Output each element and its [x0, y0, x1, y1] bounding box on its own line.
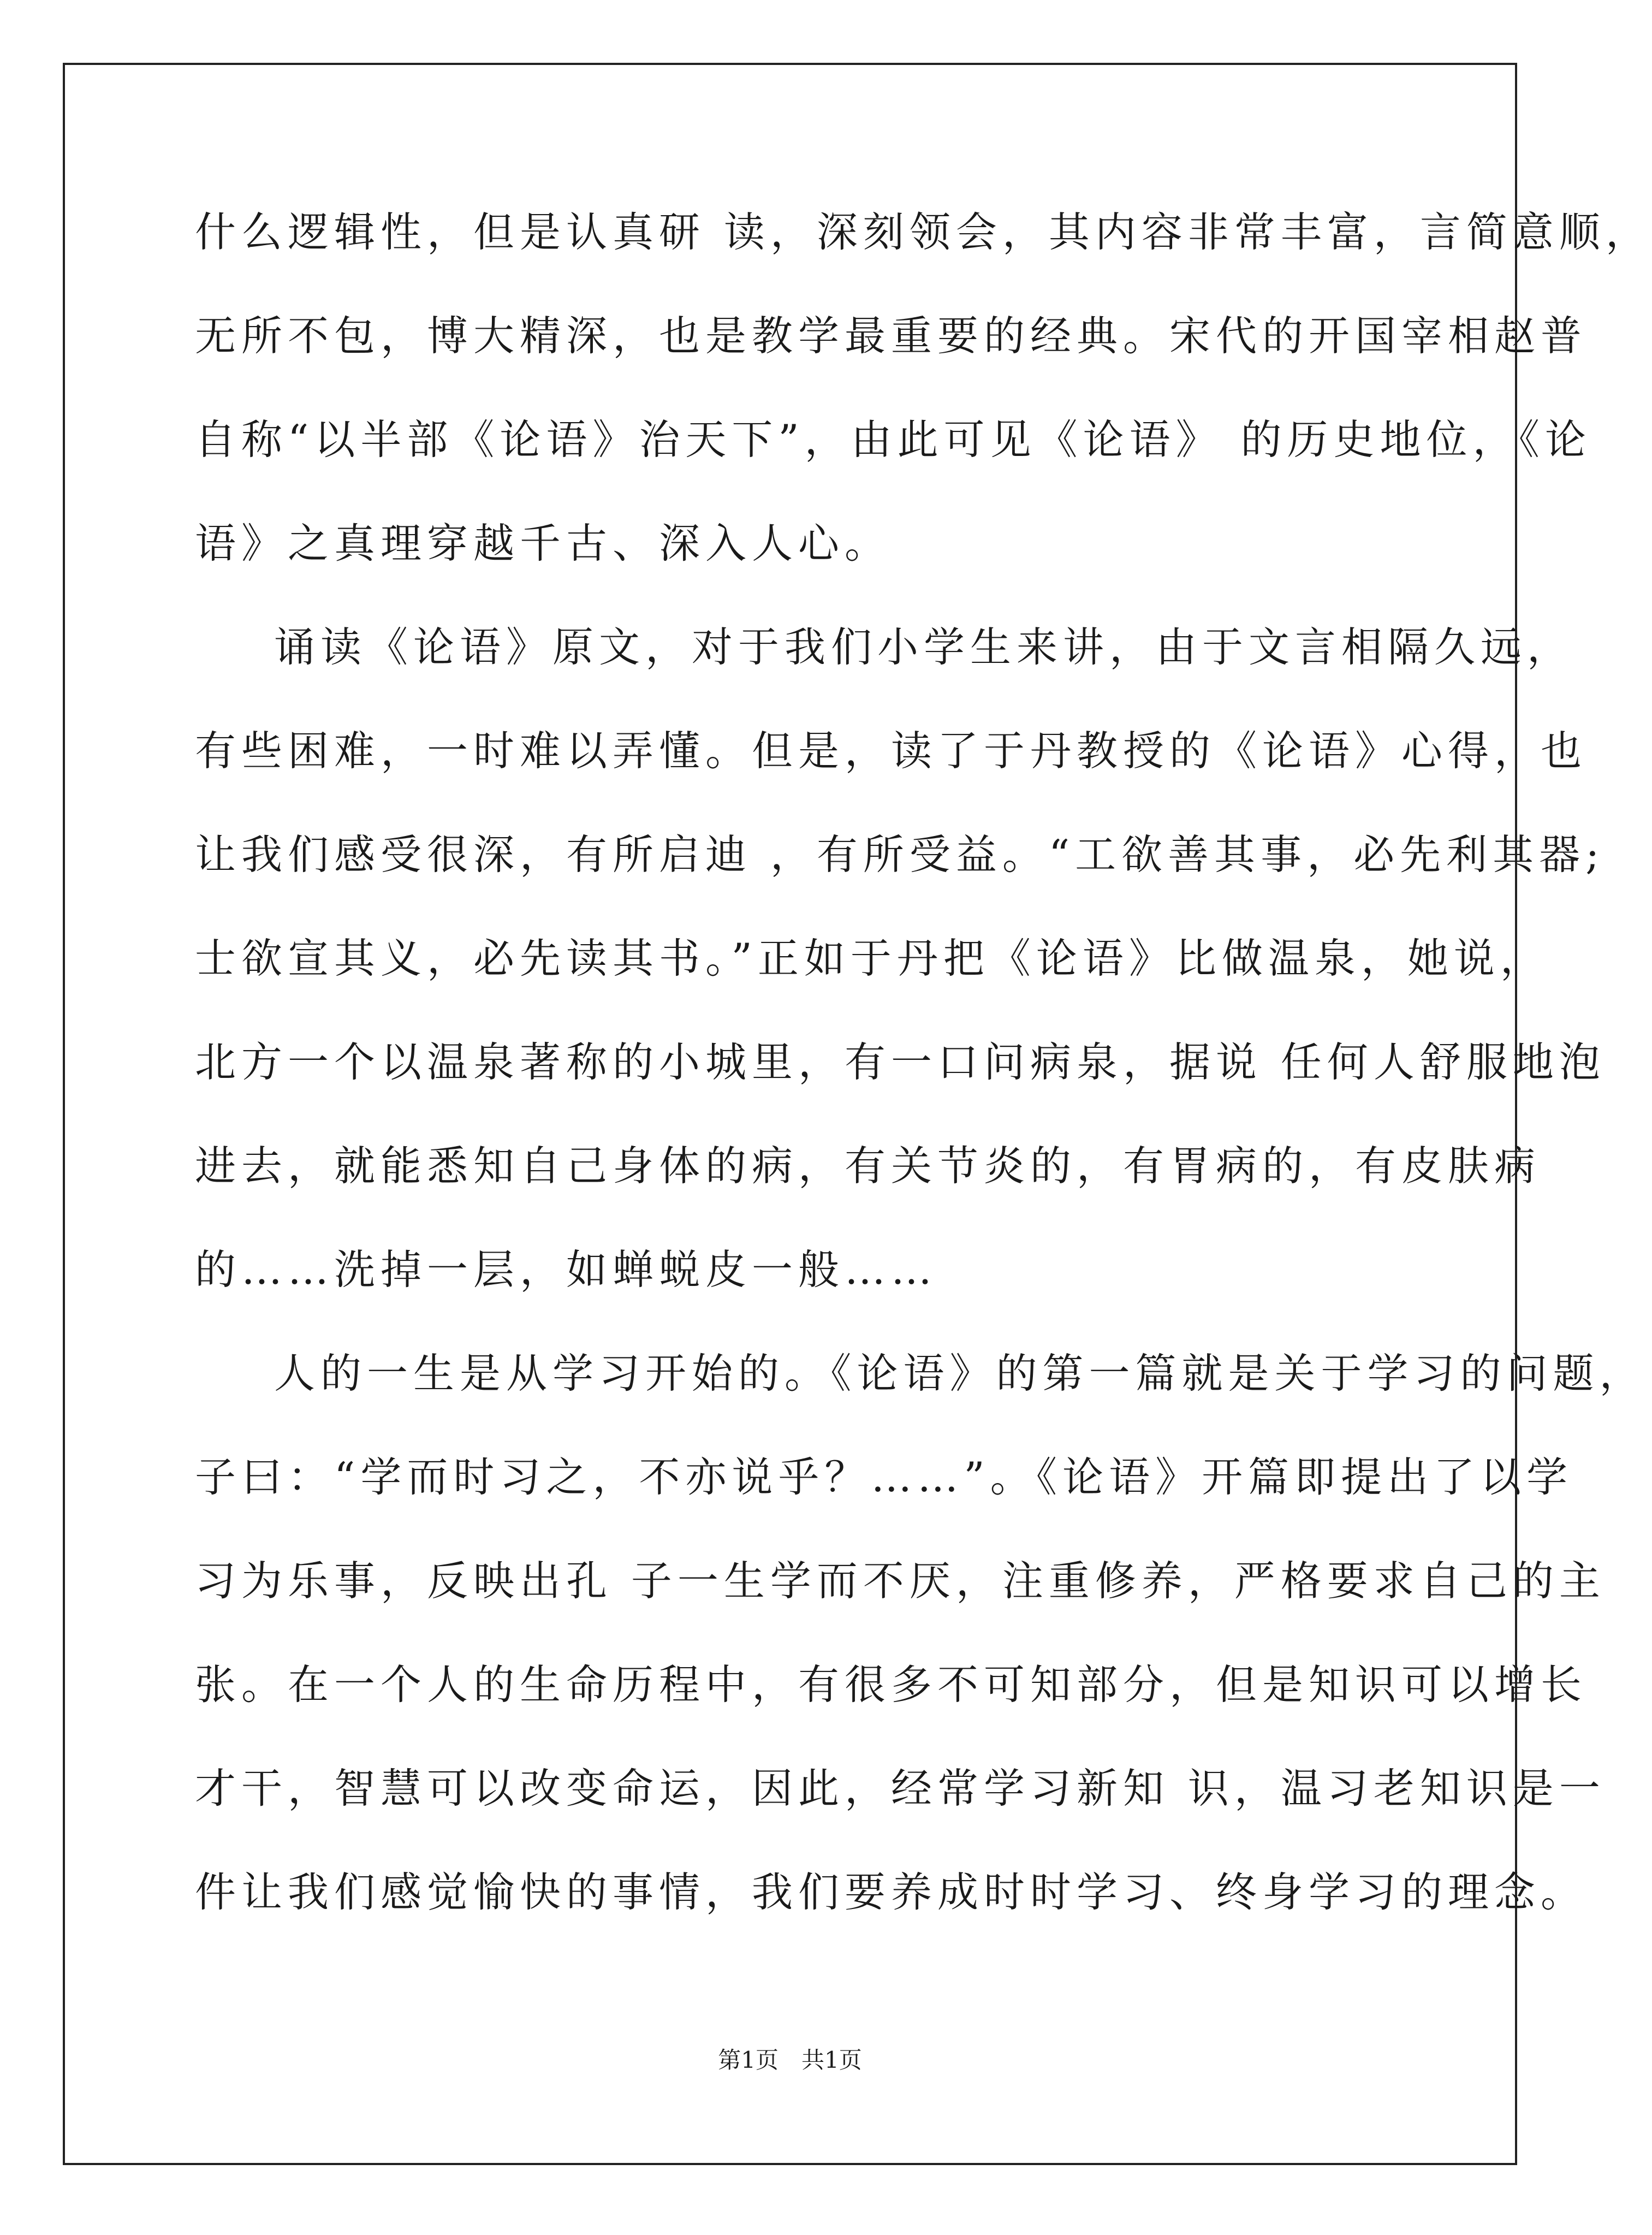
text-line: 子曰：“学而时习之，不亦说乎？……”。《论语》开篇即提出了以学: [195, 1453, 1573, 1501]
text-line: 有些困难，一时难以弄懂。但是，读了于丹教授的《论语》心得，也: [195, 727, 1588, 775]
text-line: 士欲宣其义，必先读其书。”正如于丹把《论语》比做温泉，她说，: [195, 934, 1547, 982]
text-line: 进去，就能悉知自己身体的病，有关节炎的，有胃病的，有皮肤病: [195, 1142, 1541, 1190]
text-line: 语》之真理穿越千古、深入人心。: [195, 519, 892, 567]
text-line: 自称“以半部《论语》治天下”，由此可见《论语》 的历史地位，《论: [195, 416, 1592, 464]
document-body: [195, 180, 1652, 1944]
text-line: 件让我们感觉愉快的事情，我们要养成时时学习、终身学习的理念。: [195, 1868, 1588, 1916]
text-line: 张。在一个人的生命历程中，有很多不可知部分，但是知识可以增长: [195, 1661, 1588, 1709]
text-line: 北方一个以温泉著称的小城里，有一口问病泉，据说 任何人舒服地泡: [195, 1038, 1606, 1086]
text-line: 的……洗掉一层，如蝉蜕皮一般……: [195, 1246, 938, 1294]
text-line: 才干，智慧可以改变命运，因此，经常学习新知 识，温习老知识是一: [195, 1764, 1606, 1812]
paragraph-first-line: 诵读《论语》原文，对于我们小学生来讲，由于文言相隔久远，: [274, 623, 1574, 671]
text-line: 无所不包，博大精深，也是教学最重要的经典。宋代的开国宰相赵普: [195, 312, 1588, 360]
text-line: 让我们感受很深，有所启迪 ，有所受益。“工欲善其事，必先利其器;: [195, 831, 1605, 879]
text-line: 习为乐事，反映出孔 子一生学而不厌，注重修养，严格要求自己的主: [195, 1557, 1606, 1605]
paragraph-first-line: 人的一生是从学习开始的。《论语》的第一篇就是关于学习的问题，: [274, 1349, 1646, 1397]
page-footer: 第1页 共1页: [718, 2047, 862, 2073]
text-line: 什么逻辑性，但是认真研 读，深刻领会，其内容非常丰富，言简意顺，: [195, 208, 1652, 256]
